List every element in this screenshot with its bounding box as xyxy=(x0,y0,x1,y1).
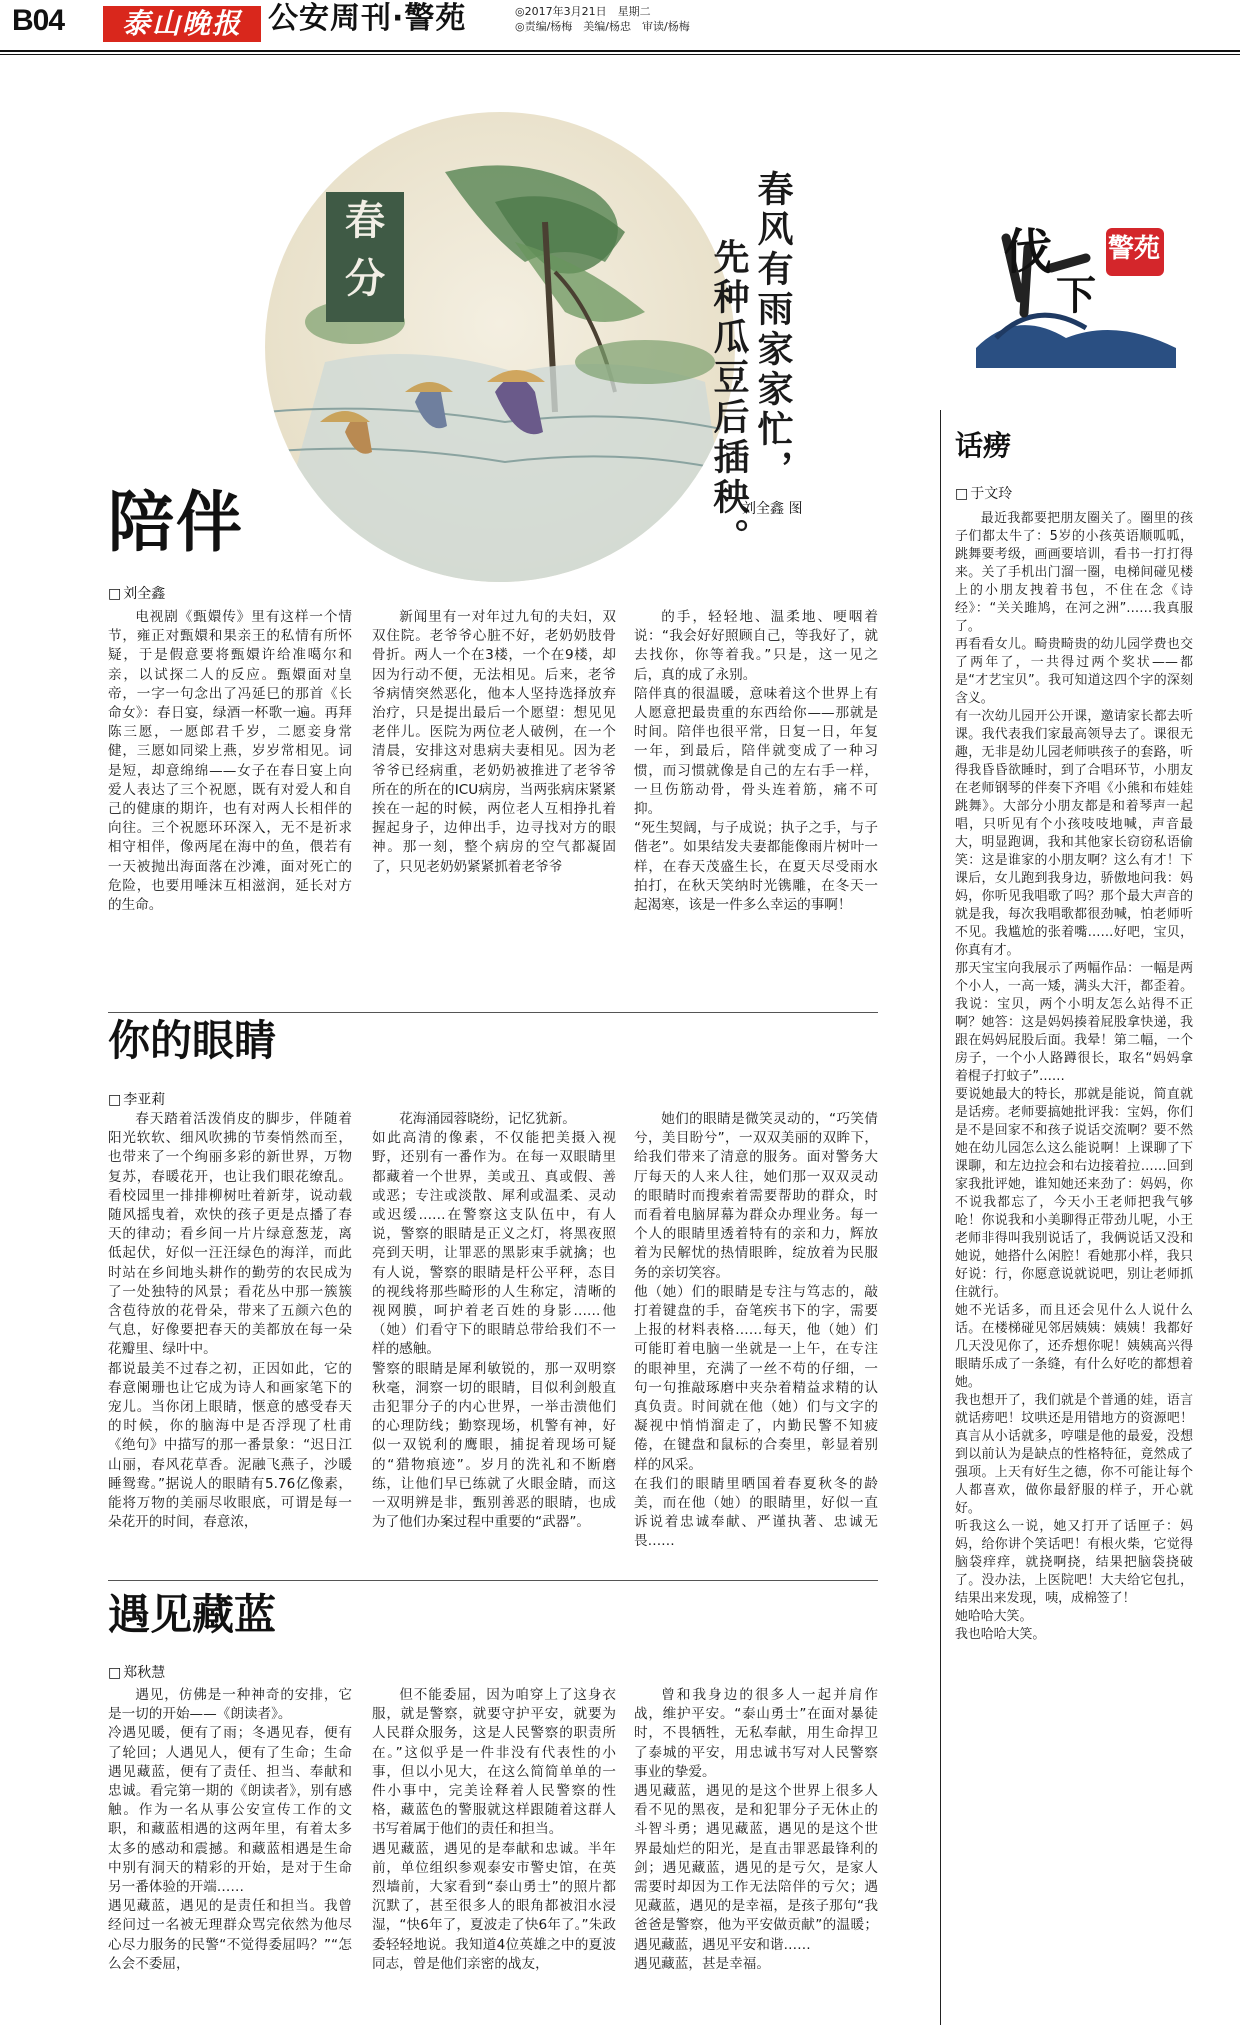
article-title-yanjing: 你的眼睛 xyxy=(108,1016,277,1065)
article-title-zanglan: 遇见藏蓝 xyxy=(108,1590,277,1639)
poem-line-2: 先种瓜豆后插秧。 xyxy=(708,238,750,558)
header-rule xyxy=(0,50,1240,52)
paragraph: 但不能委屈，因为咱穿上了这身衣服，就是警察，就要守护平安，就要为人民群众服务，这是人民警察的职责所在。”这似乎是一件非没有代表性的小事，但以小见大，在这么简简单单的一件小事中，完美诠释着人民警察的性格，藏蓝色的警服就这样跟随着这群人书写着属于他们的责任和担当。 遇见藏蓝，遇见的是奉献和忠诚。半年前，单位组织参观泰安市警史馆，在英烈墙前，大家看到“泰山勇士”的照片都沉默了，甚至很多人的眼角都被泪水浸湿，“快6年了，夏波走了快6年了。”朱政委轻轻地说。我知道4位英雄之中的夏波同志，曾是他们亲密的战友， xyxy=(372,1687,616,1972)
article-title-peiban: 陪伴 xyxy=(108,484,244,561)
article-body-yanjing-col2 xyxy=(372,1110,616,1532)
article-body-peiban-col3 xyxy=(634,608,878,915)
article-body-zanglan-col2 xyxy=(372,1686,616,1974)
article-body-peiban-col1 xyxy=(108,608,352,915)
paragraph: 曾和我身边的很多人一起并肩作战，维护平安。“泰山勇士”在面对暴徒时，不畏牺牲，无私奉献，用生命捍卫了泰城的平安，用忠诚书写对人民警察事业的挚爱。 遇见藏蓝，遇见的是这个世界上很多人看不见的黑夜，是和犯罪分子无休止的斗智斗勇；遇见藏蓝，遇见的是这个世界最灿烂的阳光，是直击罪恶最锋利的剑；遇见藏蓝，遇见的是亏欠，是家人需要时却因为工作无法陪伴的亏欠；遇见藏蓝，遇见的是幸福，是孩子那句“我爸爸是警察，他为平安做贡献”的温暖；遇见藏蓝，遇见平安和谐…… 遇见藏蓝，甚是幸福。 xyxy=(634,1687,878,1972)
article-author-hualao: □ 于文玲 xyxy=(955,483,1012,503)
paragraph: 新闻里有一对年过九旬的夫妇，双双住院。老爷爷心脏不好，老奶奶肢骨骨折。两人一个在3楼，一个在9楼，却因为行动不便，无法相见。后来，老爷爷病情突然恶化，他本人坚持选择放弃治疗，只是提出最后一个愿望：想见见老伴儿。医院为两位老人破例，在一个清晨，安排这对患病夫妻相见。因为老爷爷已经病重，老奶奶被推进了老爷爷所在的所在的ICU病房，当两张病床紧紧挨在一起的时候，两位老人互相挣扎着握起身子，边伸出手，边寻找对方的眼神。那一刻，整个病房的空气都凝固了，只见老奶奶紧紧抓着老爷爷 xyxy=(372,609,616,875)
article-author-zanglan: □ 郑秋慧 xyxy=(108,1662,165,1682)
solar-term-label: 春分 xyxy=(326,192,404,322)
logo-badge: 警苑 xyxy=(1108,234,1161,264)
masthead-logo: 泰山晚报 xyxy=(103,6,261,42)
article-body-hualao xyxy=(955,510,1193,1644)
article-body-peiban-col2 xyxy=(372,608,616,877)
article-author-peiban: □ 刘全鑫 xyxy=(108,583,165,603)
article-body-zanglan-col3 xyxy=(634,1686,878,1974)
poem-line-1: 春风有雨家家忙， xyxy=(752,170,794,490)
article-separator xyxy=(108,1580,878,1581)
paragraph: 花海涌园蓉晓纷，记忆犹新。 如此高清的像素，不仅能把美摄入视野，还别有一番作为。在每一双眼睛里都藏着一个世界，美或丑、真或假、善或恶；专注或淡散、犀利或温柔、灵动或迟缓……在警察这支队伍中，有人说，警察的眼睛是正义之灯，将黑夜照亮到天明，让罪恶的黑影束手就擒；也有人说，警察的眼睛是杆公平秤，态目的视线将那些畸形的人生称定，清晰的视网膜，呵护着老百姓的身影……他（她）们看守下的眼睛总带给我们不一样的感触。 警察的眼睛是犀利敏锐的，那一双明察秋毫，洞察一切的眼睛，目似利剑般直击犯罪分子的内心世界，一举击溃他们的心理防线；勤察现场，机警有神，好似一双锐利的鹰眼，捕捉着现场可疑的“猎物痕迹”。岁月的洗礼和不断磨练，让他们早已练就了火眼金睛，而这一双明辨是非，甄别善恶的眼睛，也成为了他们办案过程中重要的“武器”。 xyxy=(372,1111,616,1531)
article-title-hualao: 话痨 xyxy=(955,429,1012,462)
article-body-zanglan-col1 xyxy=(108,1686,352,1974)
paragraph: 电视剧《甄嬛传》里有这样一个情节，雍正对甄嬛和果亲王的私情有所怀疑，于是假意要将甄嬛许给准噶尔和亲，以试探二人的反应。甄嬛面对皇帝，一字一句念出了冯延巳的那首《长命女》：春日宴，绿酒一杯歌一遍。再拜陈三愿，一愿郎君千岁，二愿妾身常健，三愿如同梁上燕，岁岁常相见。词是短，却意绵绵——女子在春日宴上向爱人表达了三个祝愿，既有对爱人和自己的健康的期许，也有对两人长相伴的向往。三个祝愿环环深入，无不是祈求相守相伴，像两尾在海中的鱼，偎若有一天被抛出海面落在沙滩，面对死亡的危险，也要用唾沫互相滋润，延长对方的生命。 xyxy=(108,609,352,914)
article-body-yanjing-col1 xyxy=(108,1110,352,1532)
column-divider xyxy=(940,410,941,2025)
paragraph: 她们的眼睛是微笑灵动的，“巧笑倩兮，美目盼兮”，一双双美丽的双眸下，给我们带来了清意的服务。面对警务大厅每天的人来人往，她们那一双双灵动的眼睛时而搜索着需要帮助的群众，时而看着电脑屏幕为群众办理业务。每一个人的眼睛里透着特有的亲和力，辉放着为民解忧的热情眼眸，绽放着为民服务的亲切笑容。 他（她）们的眼睛是专注与笃志的，敲打着键盘的手，奋笔疾书下的字，需要上报的材料表格……每天，他（她）们可能盯着电脑一坐就是一上午，在专注的眼神里，充满了一丝不苟的仔细，一句一句推敲琢磨中夹杂着精益求精的认真负责。时间就在他（她）们与文字的凝视中悄悄溜走了，内勤民警不知疲倦，在键盘和鼠标的合奏里，彰显着别样的风采。 在我们的眼睛里晒国着春夏秋冬的龄美，而在他（她）的眼睛里，好似一直诉说着忠诚奉献、严谨执著、忠诚无畏…… xyxy=(634,1111,878,1550)
spring-equinox-illustration xyxy=(265,112,735,582)
paragraph: 的手，轻轻地、温柔地、哽咽着说：“我会好好照顾自己，等我好了，就去找你，你等着我。”只是，这一见之后，真的成了永别。 陪伴真的很温暖，意味着这个世界上有人愿意把最贵重的东西给你——那就是时间。陪伴也很平常，日复一日，年复一年，到最后，陪伴就变成了一种习惯，而习惯就像是自己的左右手一样，一旦伤筋动骨，骨头连着筋，痛不可抑。 “死生契阔，与子成说；执子之手，与子偕老”。如果结发夫妻都能像雨片树叶一样，在春天茂盛生长，在夏天尽受雨水拍打，在秋天笑纳时光镌雕，在冬天一起渴寒，该是一件多么幸运的事啊！ xyxy=(634,609,878,914)
page-number: B04 xyxy=(12,4,65,37)
illustration-credit: 刘全鑫 图 xyxy=(742,501,803,517)
article-body-yanjing-col3 xyxy=(634,1110,878,1552)
article-separator xyxy=(108,1012,878,1013)
logo-char-1: 伐 xyxy=(1004,224,1053,280)
column-logo xyxy=(976,218,1176,368)
issue-date: ◎2017年3月21日 星期二 xyxy=(515,5,651,18)
paragraph: 遇见，仿佛是一种神奇的安排，它是一切的开始——《朗读者》。 冷遇见暖，便有了雨；冬遇见春，便有了轮回；人遇见人，便有了生命；生命遇见藏蓝，便有了责任、担当、奉献和忠诚。看完第一期的《朗读者》，别有感触。作为一名从事公安宣传工作的文职，和藏蓝相遇的这两年里，有着太多太多的感动和震撼。和藏蓝相遇是生命中别有洞天的精彩的开始，是对于生命另一番体验的开端…… 遇见藏蓝，遇见的是责任和担当。我曾经问过一名被无理群众骂完依然为他尽心尽力服务的民警“不觉得委屈吗？”“怎么会不委屈， xyxy=(108,1687,352,1972)
paragraph: 最近我都要把朋友圈关了。圈里的孩子们都太牛了：5岁的小孩英语顺呱呱，跳舞要考级，画画要培训，看书一打打得来。关了手机出门溜一圈，电梯间碰见楼上的小朋友拽着书包，不住在念《诗经》：“关关雎鸠，在河之洲”……我真服了。 再看看女儿。畸贵畸贵的幼儿园学费也交了两年了，一共得过两个奖状——都是“才艺宝贝”。我可知道这四个字的深刻含义。 有一次幼儿园开公开课，邀请家长都去听课。我代表我们家最高领导去了。课很无趣，无非是幼儿园老师哄孩子的套路，听得我昏昏欲睡时，到了合唱环节，小朋友在老师钢琴的伴奏下齐唱《小熊和布娃娃跳舞》。大部分小朋友都是和着琴声一起唱，只听见有个小孩吱吱地喊，声音最大，明显跑调，我和其他家长窃窃私语偷笑：这是谁家的小朋友啊？这么有才！下课后，女儿跑到我身边，骄傲地问我：妈妈，你听见我唱歌了吗？那个最大声音的就是我，每次我唱歌都很劲喊，怕老师听不见。我尴尬的张着嘴……好吧，宝贝，你真有才。 那天宝宝向我展示了两幅作品：一幅是两个小人，一高一矮，满头大汗，都歪着。我说：宝贝，两个小明友怎么站得不正啊？她答：这是妈妈揍着屁股拿快递，我跟在妈妈屁股后面。我晕！第二幅，一个房子，一个小人路蹲很长，取名“妈妈拿着棍子打蚊子”…… 要说她最大的特长，那就是能说，简直就是话痨。老师要搞她批评我：宝妈，你们是不是回家不和孩子说话交流啊？要不然她在幼儿园怎么这么能说啊！上课聊了下课聊，和左边拉会和右边接着拉……回到家我批评她，谁知她还来劲了：妈妈，你不说我都忘了，今天小王老师把我气够呛！你说我和小美聊得正带劲儿呢，小王老师非得叫我别说话了，我俩说话又没和她说，她搭什么闲腔！看她那小样，我只好说：行，你愿意说就说吧，别让老师抓住就行。 她不光话多，而且还会见什么人说什么话。在楼梯碰见邻居姨姨：姨姨！我都好几天没见你了，还乔想你呢！姨姨高兴得眼睛乐成了一条缝，有什么好吃的都想着她。 我也想开了，我们就是个普通的娃，语言就话痨吧！坟哄还是用错地方的资源吧！真言从小话就多，哼嗤是他的最爱，没想到以前认为是缺点的性格特征，竟然成了强项。上天有好生之德，你不可能让每个人都喜欢，做你最舒服的样子，开心就好。 听我这么一说，她又打开了话匣子：妈妈，给你讲个笑话吧！有根火柴，它觉得脑袋痒痒，就挠啊挠，结果把脑袋挠破了。没办法，上医院吧！大夫给它包扎，结果出来发现，咦，成棉签了！ 她哈哈大笑。 我也哈哈大笑。 xyxy=(955,511,1193,1642)
issue-meta xyxy=(515,4,690,34)
paragraph: 春天踏着活泼俏皮的脚步，伴随着阳光软软、细风吹拂的节奏悄然而至，也带来了一个绚丽多彩的新世界，万物复苏，春暖花开，也让我们眼花缭乱。看校园里一排排柳树吐着新芽，说动载随风摇曳着，欢快的孩子更是点播了春天的律动；看乡间一片片绿意葱茏，离低起伏，好似一汪汪绿色的海洋，而此时站在乡间地头耕作的勤劳的农民成为了一处独特的风景；看花丛中那一簇簇含苞待放的花骨朵，带来了五颜六色的气息，好像要把春天的美都放在每一朵花瓣里、绿叶中。 都说最美不过春之初，正因如此，它的春意阑珊也让它成为诗人和画家笔下的宠儿。当你闭上眼睛，惬意的感受春天的时候，你的脑海中是否浮现了杜甫《绝句》中描写的那一番景象：“迟日江山丽，春风花草香。泥融飞燕子，沙暖睡鸳鸯。”据说人的眼睛有5.76亿像素，能将万物的美丽尽收眼底，可谓是每一朵花开的时间，春意浓， xyxy=(108,1111,352,1531)
section-title: 公安周刊·警苑 xyxy=(268,1,467,36)
issue-editors: ◎责编/杨梅 美编/杨忠 审读/杨梅 xyxy=(515,20,690,33)
header-rule-thin xyxy=(0,54,1240,55)
farmers-illustration xyxy=(265,112,735,582)
article-author-yanjing: □ 李亚莉 xyxy=(108,1089,165,1109)
logo-char-2: 下 xyxy=(1056,272,1096,319)
